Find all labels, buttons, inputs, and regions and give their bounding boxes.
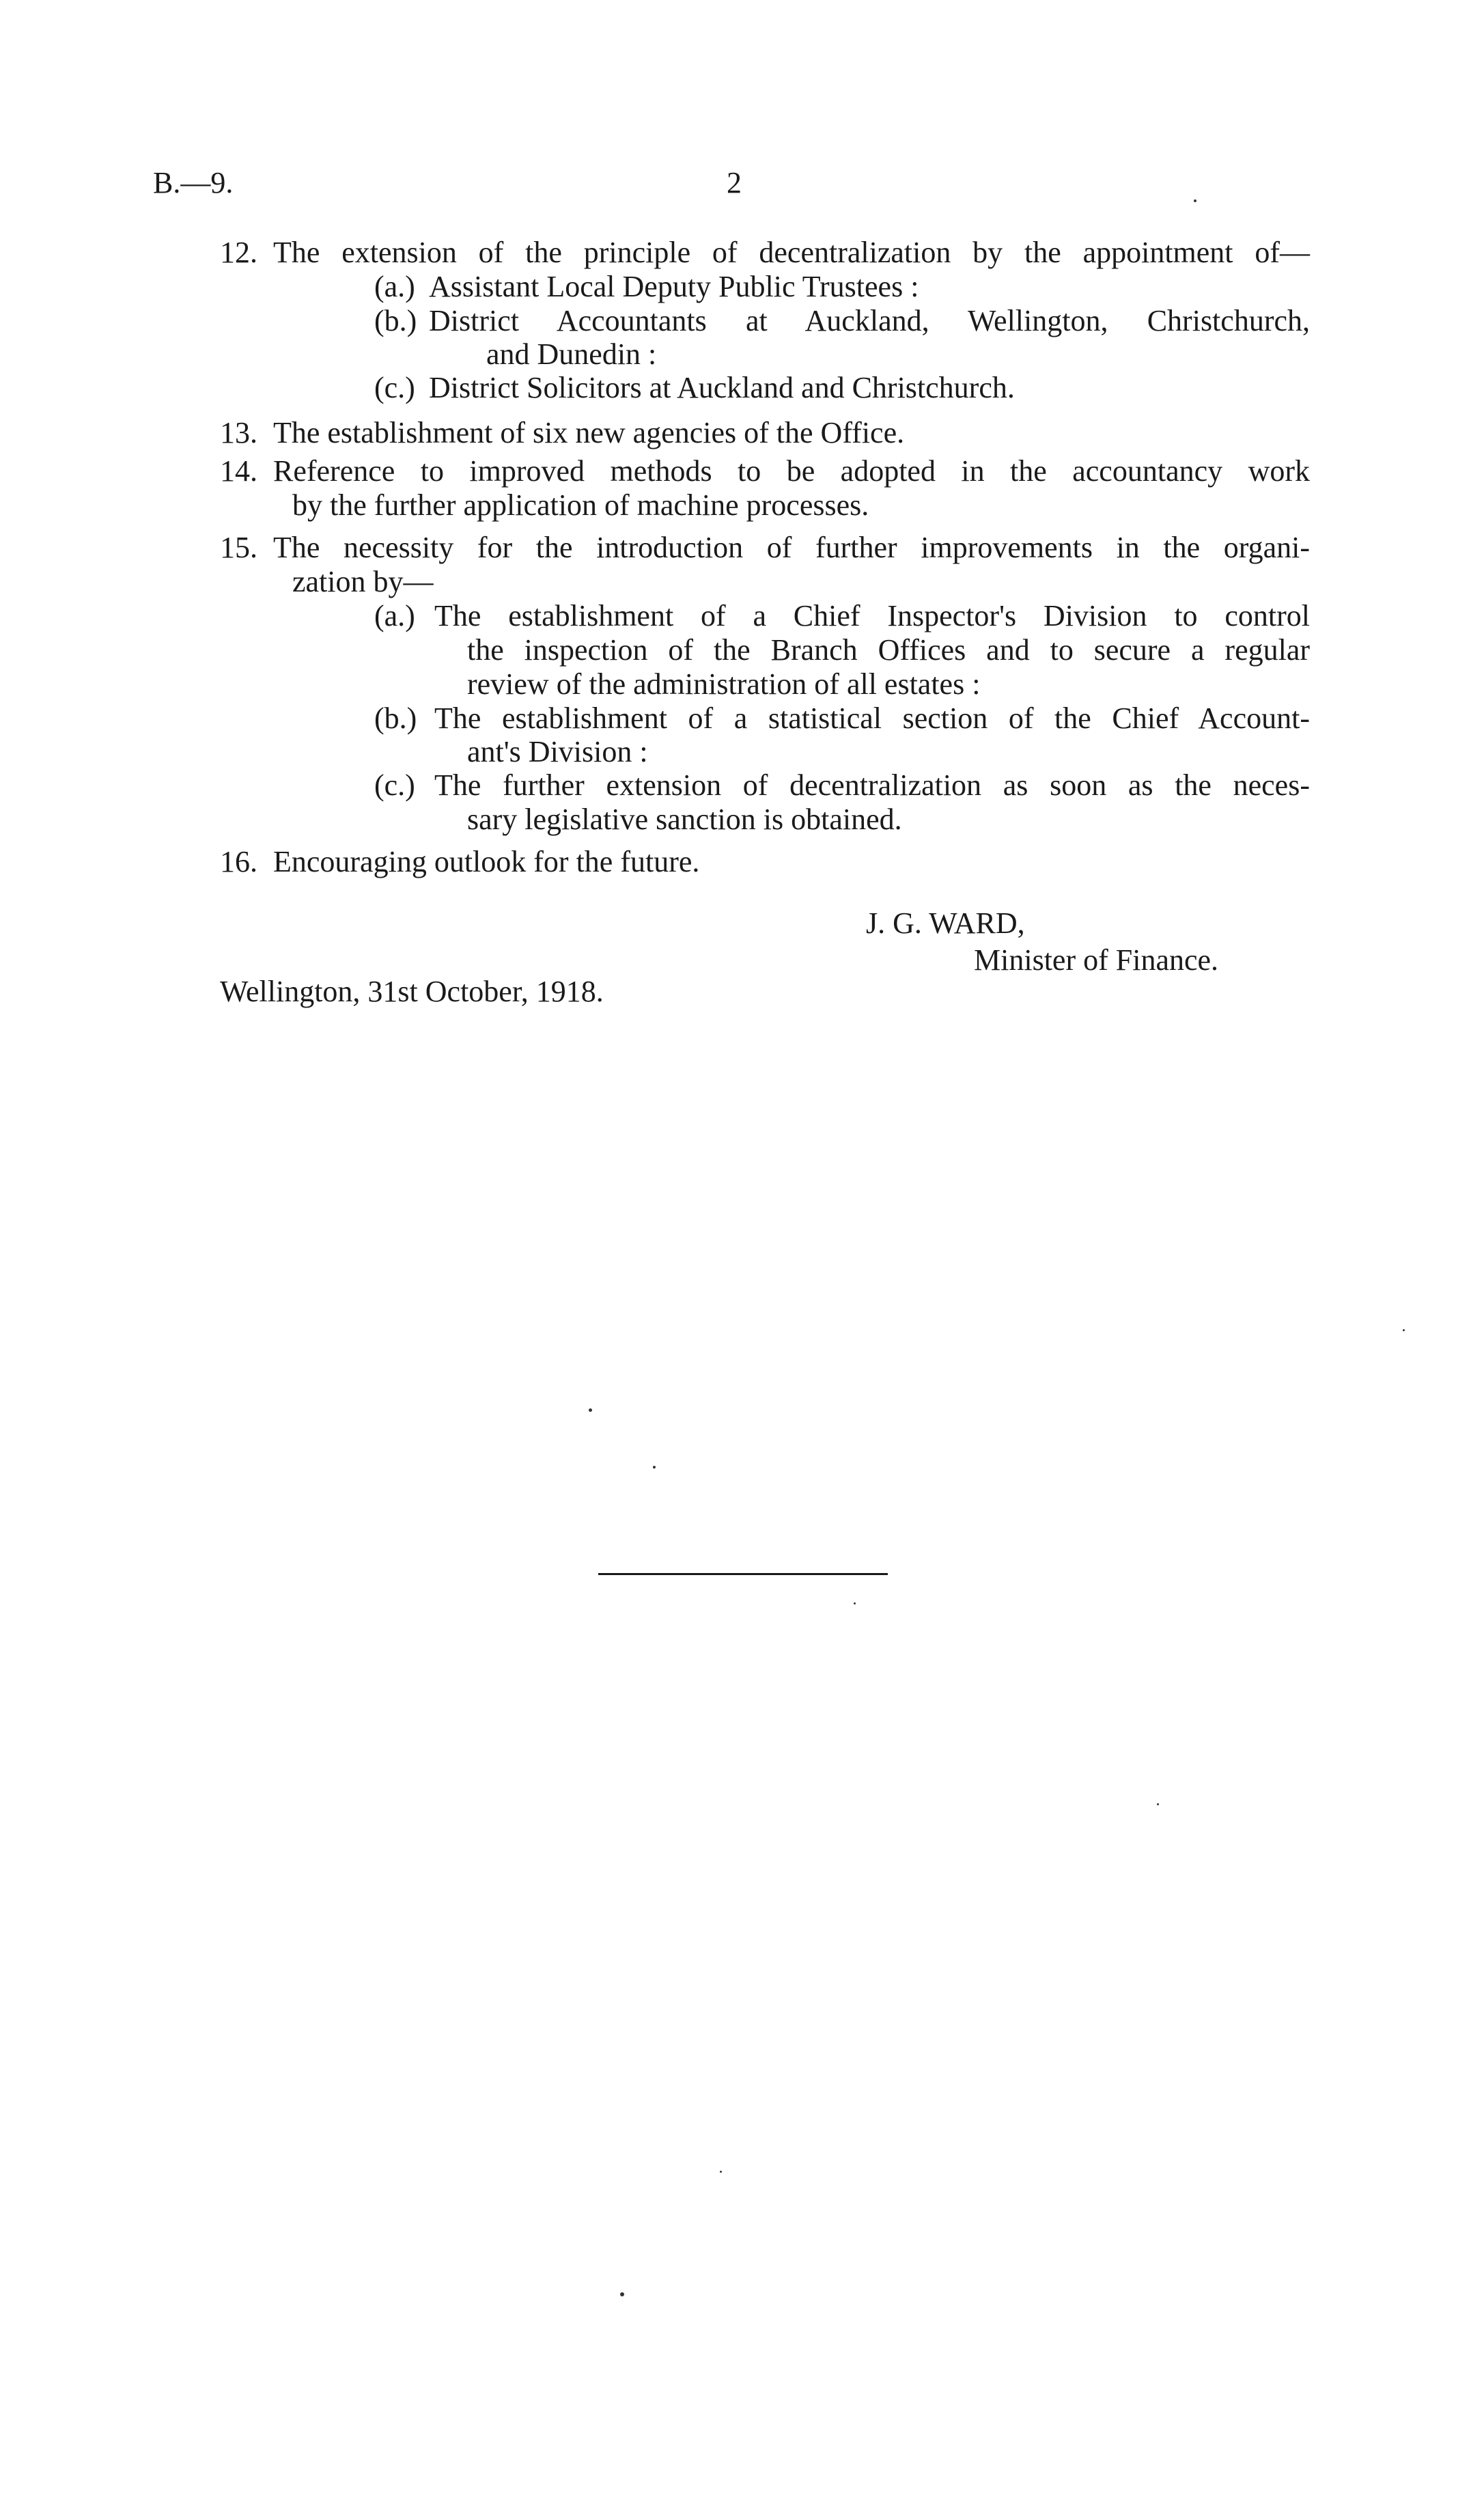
sub-item-text-line: Assistant Local Deputy Public Trustees : [429,270,919,303]
sub-item-text-line: District Solicitors at Auckland and Christchurch. [429,371,1015,404]
sub-item-text-line: The establishment of a statistical section of the Chief Account- [434,701,1310,735]
item-text-line: Encouraging outlook for the future. [273,845,700,878]
item-number: 12. [220,236,257,269]
item-number: 15. [220,531,257,564]
sub-item-text-line: the inspection of the Branch Offices and to secure a regular [467,633,1310,667]
sub-item-text-line: ant's Division : [467,735,648,768]
item-text-line: The establishment of six new agencies of the Office. [273,416,905,449]
scan-speck [1157,1803,1159,1805]
item-number: 13. [220,416,257,449]
signatory-name: J. G. WARD, [866,906,1025,940]
sub-item-text-line: sary legislative sanction is obtained. [467,803,902,836]
scan-speck [720,2171,722,2173]
sub-item-label: (b.) [374,701,417,735]
item-text-line: The extension of the principle of decentralization by the appointment of— [273,236,1310,269]
sub-item-label: (a.) [374,599,415,632]
page-number: 2 [727,166,742,199]
sub-item-label: (c.) [374,371,415,404]
item-text-line: The necessity for the introduction of further improvements in the organi- [273,531,1310,564]
sub-item-text-line: The establishment of a Chief Inspector's Division to control [434,599,1310,632]
scan-speck [854,1602,856,1604]
sub-item-text-line: District Accountants at Auckland, Wellington, Christchurch, [429,304,1310,337]
item-text-line: zation by— [292,565,434,598]
item-text-line: by the further application of machine processes. [292,488,869,522]
item-number: 16. [220,845,257,878]
scan-speck [1403,1329,1405,1331]
scan-speck [653,1466,656,1469]
scan-speck [1194,199,1196,202]
item-text-line: Reference to improved methods to be adopted in the accountancy work [273,454,1310,488]
place-date: Wellington, 31st October, 1918. [220,975,604,1008]
sub-item-text-line: review of the administration of all estates : [467,667,981,701]
scan-speck [589,1408,592,1412]
sub-item-text-line: and Dunedin : [486,337,657,371]
scan-speck [620,2292,624,2296]
sub-item-label: (a.) [374,270,415,303]
sub-item-label: (b.) [374,304,417,337]
sub-item-text-line: The further extension of decentralization as soon as the neces- [434,768,1310,802]
sub-item-label: (c.) [374,768,415,802]
signatory-title: Minister of Finance. [974,943,1219,977]
closing-rule [598,1573,888,1575]
document-reference: B.—9. [153,166,234,199]
item-number: 14. [220,454,257,488]
